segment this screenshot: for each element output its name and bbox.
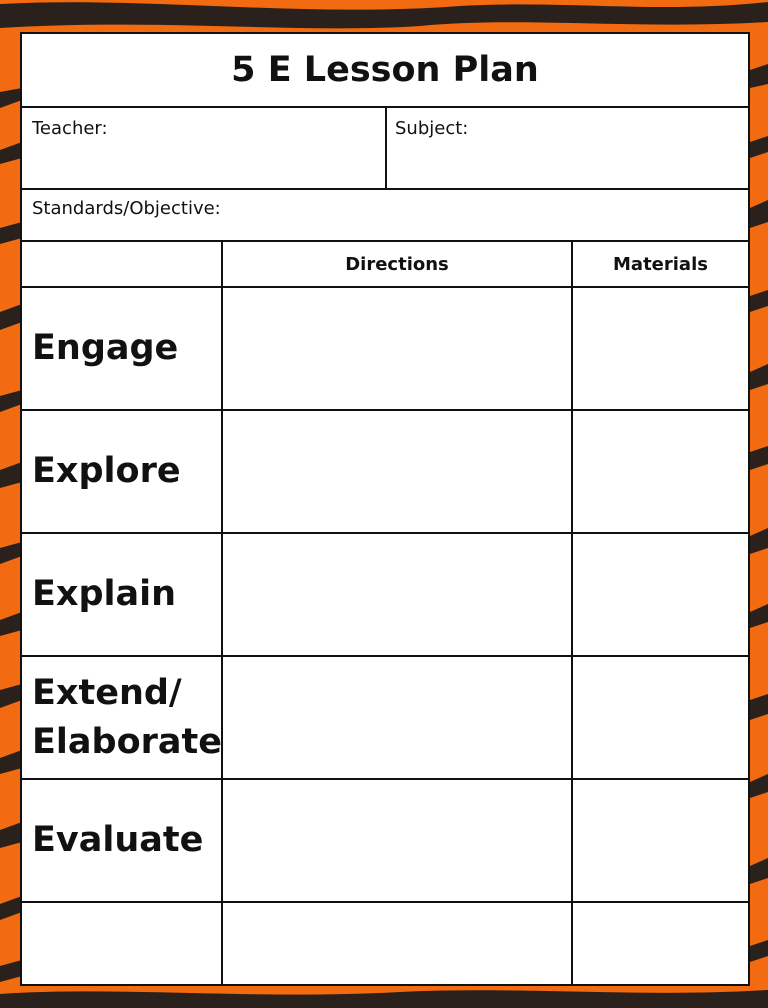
standards-field-label: Standards/Objective: bbox=[32, 198, 221, 219]
directions-cell[interactable] bbox=[223, 411, 571, 532]
phase-label-engage: Engage bbox=[32, 328, 179, 369]
divider bbox=[385, 106, 387, 190]
phase-label-extend-elaborate bbox=[32, 657, 222, 778]
materials-cell[interactable] bbox=[573, 780, 748, 901]
phase-label-evaluate: Evaluate bbox=[32, 820, 204, 861]
subject-field[interactable] bbox=[388, 144, 746, 186]
directions-cell[interactable] bbox=[223, 657, 571, 778]
phase-label-extend-line: Extend/ bbox=[32, 673, 182, 714]
directions-cell[interactable] bbox=[223, 288, 571, 409]
materials-cell[interactable] bbox=[573, 657, 748, 778]
subject-field-label: Subject: bbox=[395, 118, 469, 139]
directions-cell[interactable] bbox=[223, 780, 571, 901]
page-title: 5 E Lesson Plan bbox=[231, 50, 539, 90]
phase-label-explore: Explore bbox=[32, 451, 181, 492]
directions-cell[interactable] bbox=[223, 534, 571, 655]
materials-cell[interactable] bbox=[573, 411, 748, 532]
materials-cell[interactable] bbox=[573, 903, 748, 984]
teacher-field[interactable] bbox=[24, 144, 382, 186]
extra-row-label-cell[interactable] bbox=[24, 903, 221, 984]
materials-cell[interactable] bbox=[573, 534, 748, 655]
phase-label-elaborate-line: Elaborate bbox=[32, 721, 222, 762]
materials-cell[interactable] bbox=[573, 288, 748, 409]
directions-cell[interactable] bbox=[223, 903, 571, 984]
lesson-plan-sheet bbox=[20, 32, 750, 986]
directions-column-header: Directions bbox=[345, 253, 449, 275]
teacher-field-label: Teacher: bbox=[32, 118, 108, 139]
phase-label-explain: Explain bbox=[32, 574, 177, 615]
materials-column-header: Materials bbox=[613, 253, 708, 275]
